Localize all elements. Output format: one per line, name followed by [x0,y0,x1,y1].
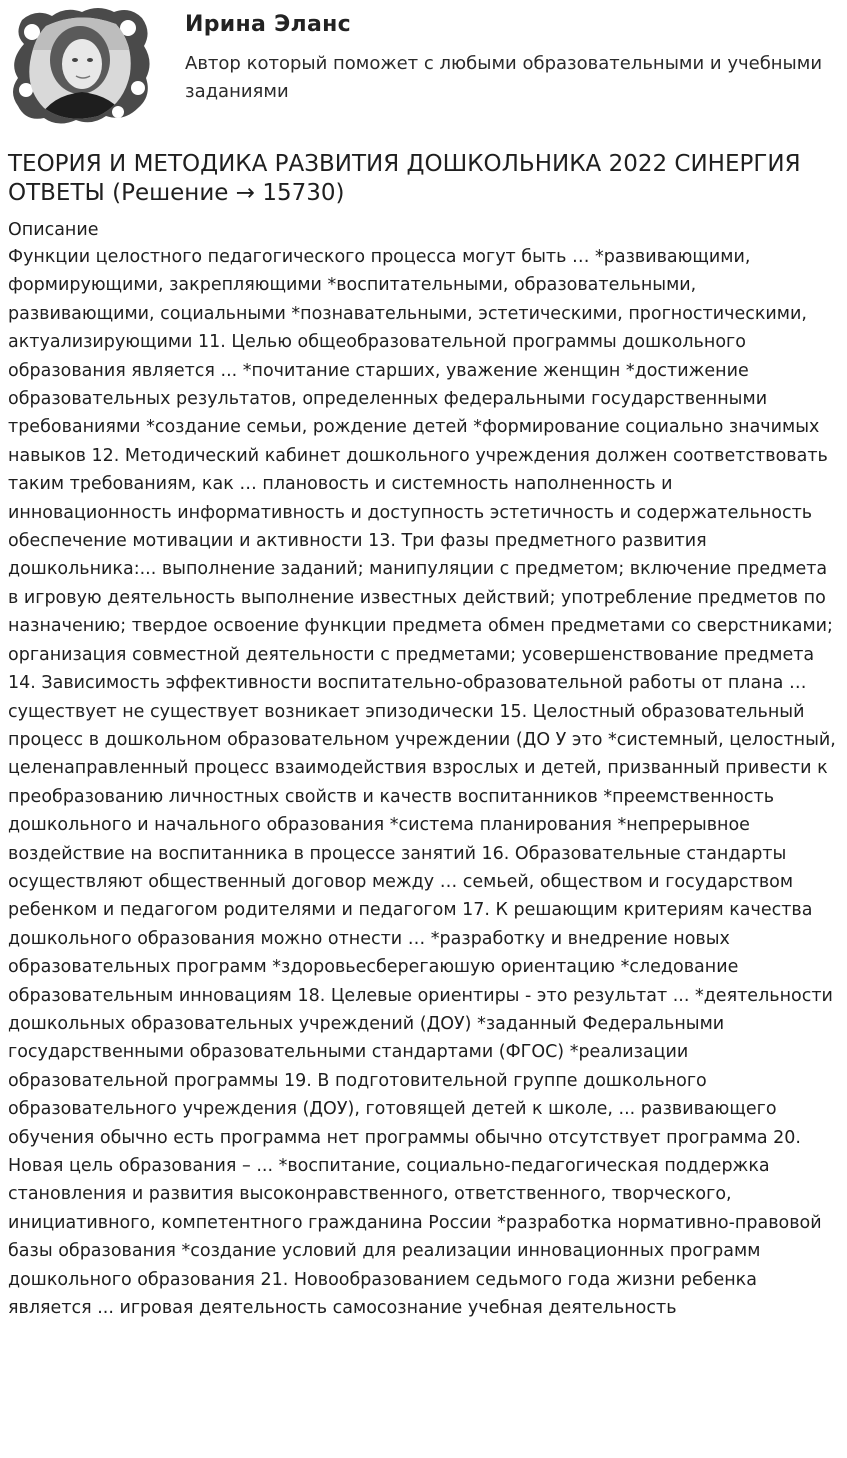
section-label-description: Описание [8,220,99,240]
author-description: Автор который поможет с любыми образовательными и учебными заданиями [185,53,823,102]
film-reel-portrait-frame-icon [6,4,154,128]
document-title: ТЕОРИЯ И МЕТОДИКА РАЗВИТИЯ ДОШКОЛЬНИКА 2022 СИНЕРГИЯ ОТВЕТЫ (Решение → 15730) [8,151,801,206]
author-header [0,0,847,130]
author-name[interactable]: Ирина Эланс [185,12,351,37]
document-body-text: Функции целостного педагогического процесса могут быть … *развивающими, формирующими, закрепляющими *воспитательными, образовательными, развивающими, социальными *познавательными, эстетическими, прогностическими, актуализирующими 11. Целью общеобразовательной программы дошкольного образования является ... *почитание старших, уважение женщин *достижение образовательных результатов, определенных федеральными государственными требованиями *создание семьи, рождение детей *формирование социально значимых навыков 12. Методический кабинет дошкольного учреждения должен соответствовать таким требованиям, как … плановость и системность наполненность и инновационность информативность и доступность эстетичность и содержательность обеспечение мотивации и активности 13. Три фазы предметного развития дошкольника:... выполнение заданий; манипуляции с предметом; включение предмета в игровую деятельность выполнение известных действий; употребление предметов по назначению; твердое освоение функции предмета обмен предметами со сверстниками; организация совместной деятельности с предметами; усовершенствование предмета 14. Зависимость эффективности воспитательно-образовательной работы от плана … существует не существует возникает эпизодически 15. Целостный образовательный процесс в дошкольном образовательном учреждении (ДО У это *системный, целостный, целенаправленный процесс взаимодействия взрослых и детей, призванный привести к преобразованию личностных свойств и качеств воспитанников *преемственность дошкольного и начального образования *система планирования *непрерывное воздействие на воспитанника в процессе занятий 16. Образовательные стандарты осуществляют общественный договор между … семьей, обществом и государством ребенком и педагогом родителями и педагогом 17. К решающим критериям качества дошкольного образования можно отнести … *разработку и внедрение новых образовательных программ *здоровьесберегаюшую ориентацию *следование образовательным инновациям 18. Целевые ориентиры - это результат ... *деятельности дошкольных образовательных учреждений (ДОУ) *заданный Федеральными государственными образовательными стандартами (ФГОС) *реализации образовательной программы 19. В подготовительной группе дошкольного образовательного учреждения (ДОУ), готовящей детей к школе, ... развивающего обучения обычно есть программа нет программы обычно отсутствует программа 20. Новая цель образования – ... *воспитание, социально-педагогическая поддержка становления и развития высоконравственного, ответственного, творческого, инициативного, компетентного гражданина России *разработка нормативно-правовой базы образования *создание условий для реализации инновационных программ дошкольного образования 21. Новообразованием седьмого года жизни ребенка является ... игровая деятельность самосознание учебная деятельность [8,247,836,1319]
author-avatar[interactable] [6,4,154,128]
